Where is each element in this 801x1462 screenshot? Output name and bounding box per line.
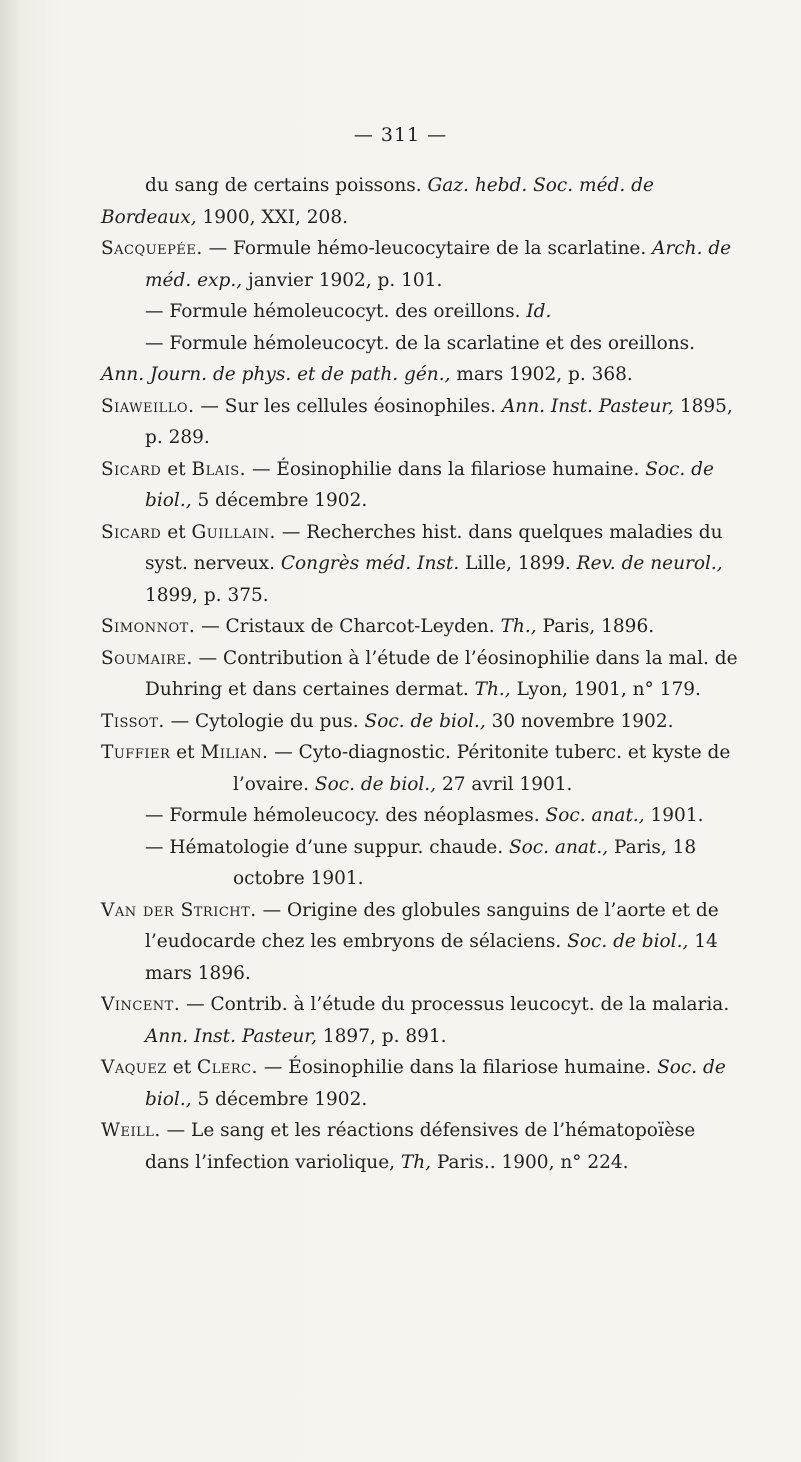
bibliography-entry: — Formule hémoleucocyt. de la scarlatine et des oreillons. Ann. Journ. de phys. et de path. gén., mars 1902, p. 368. — [101, 332, 696, 385]
bibliography — [101, 170, 741, 1178]
page-number: — 311 — — [353, 124, 448, 146]
bibliography-entry: Weill. — Le sang et les réactions défensives de l’hématopoïèse dans l’infection variolique, Th, Paris.. 1900, n° 224. — [101, 1120, 696, 1173]
bibliography-entry: Vaquez et Clerc. — Éosinophilie dans la filariose humaine. Soc. de biol., 5 décembre 1902. — [101, 1057, 726, 1110]
bibliography-entry: Van der Stricht. — Origine des globules sanguins de l’aorte et de l’eudocarde chez les embryons de sélaciens. Soc. de biol., 14 mars 1896. — [101, 899, 719, 984]
bibliography-entry: Siaweillo. — Sur les cellules éosinophiles. Ann. Inst. Pasteur, 1895, p. 289. — [101, 395, 733, 448]
bibliography-entry: — Formule hémoleucocy. des néoplasmes. Soc. anat., 1901. — [145, 805, 704, 826]
bibliography-entry: Sacquepée. — Formule hémo-leucocytaire de la scarlatine. Arch. de méd. exp., janvier 1902, p. 101. — [101, 238, 732, 291]
bibliography-entry: Tissot. — Cytologie du pus. Soc. de biol., 30 novembre 1902. — [101, 710, 674, 732]
bibliography-entry: — Hématologie d’une suppur. chaude. Soc. anat., Paris, 18 octobre 1901. — [145, 836, 697, 889]
bibliography-entry: Simonnot. — Cristaux de Charcot-Leyden. Th., Paris, 1896. — [101, 616, 655, 637]
bibliography-entry: du sang de certains poissons. Gaz. hebd. Soc. méd. de Bordeaux, 1900, XXI, 208. — [101, 175, 654, 228]
bibliography-entry: Tuffier et Milian. — Cyto-diagnostic. Péritonite tuberc. et kyste de l’ovaire. Soc. de biol., 27 avril 1901. — [101, 742, 731, 795]
bibliography-entry: Vincent. — Contrib. à l’étude du processus leucocyt. de la malaria. Ann. Inst. Pasteur, 1897, p. 891. — [101, 994, 730, 1047]
bibliography-entry: Soumaire. — Contribution à l’étude de l’éosinophilie dans la mal. de Duhring et dans certaines dermat. Th., Lyon, 1901, n° 179. — [101, 647, 738, 700]
bibliography-entry: Sicard et Guillain. — Recherches hist. dans quelques maladies du syst. nerveux. Congrès méd. Inst. Lille, 1899. Rev. de neurol., 1899, p. 375. — [101, 521, 723, 606]
bibliography-entry: Sicard et Blais. — Éosinophilie dans la filariose humaine. Soc. de biol., 5 décembre 1902. — [101, 458, 714, 511]
bibliography-entry: — Formule hémoleucocyt. des oreillons. Id. — [145, 301, 552, 322]
